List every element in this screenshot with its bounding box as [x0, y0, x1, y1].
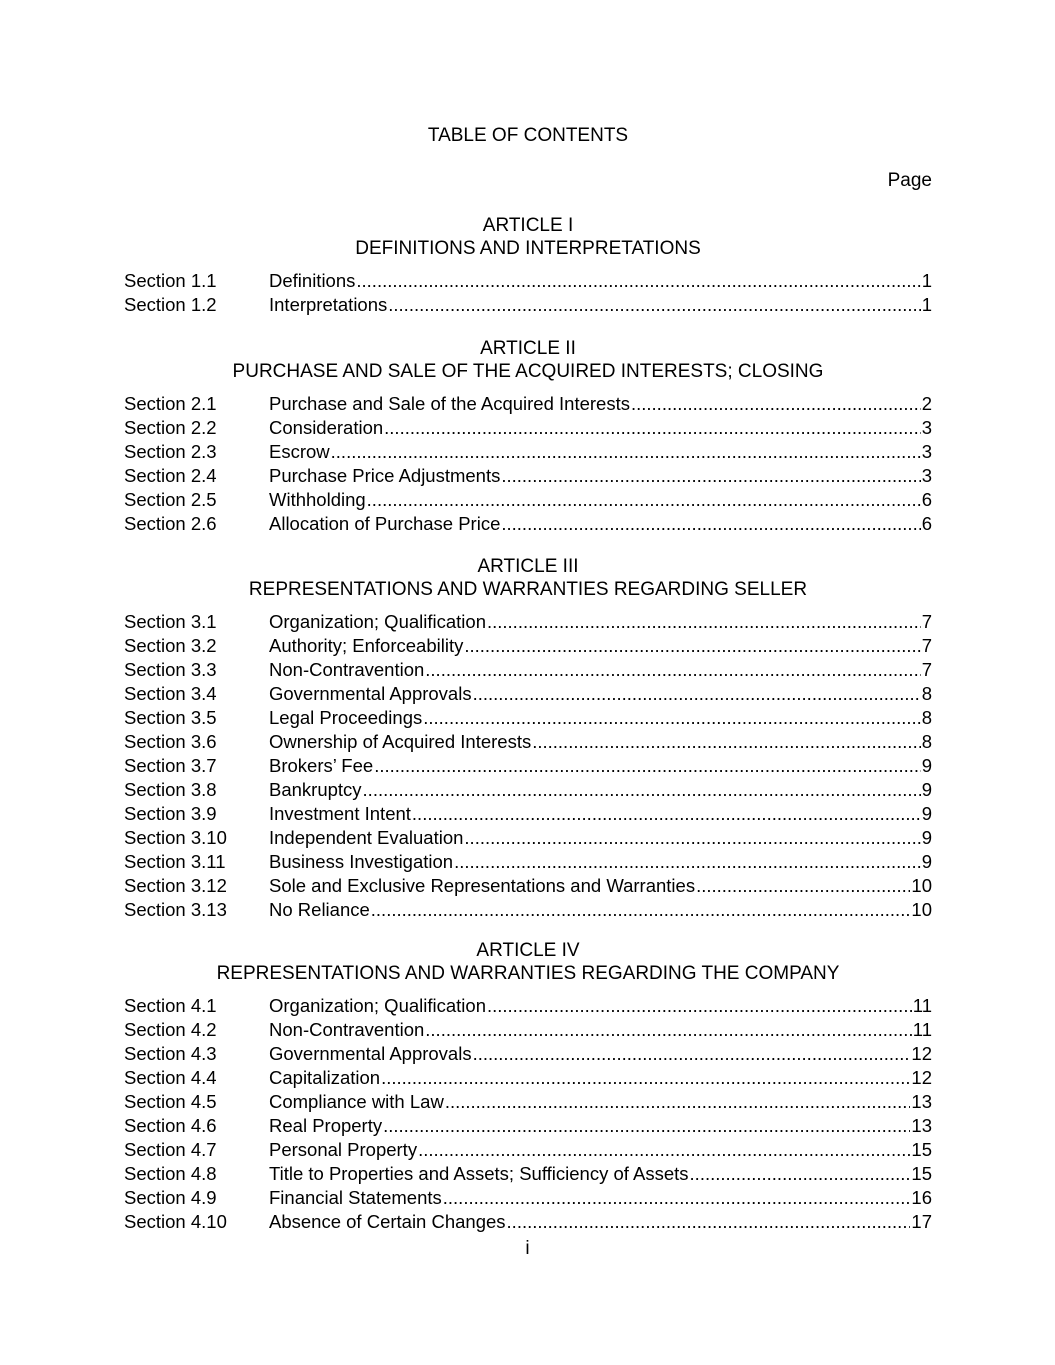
section-number: Section 4.8: [124, 1163, 217, 1184]
section-page-number: 3: [921, 417, 932, 438]
section-page-number: 9: [921, 803, 932, 824]
toc-entry[interactable]: [124, 512, 932, 536]
dot-leader: [464, 634, 920, 658]
dot-leader: [367, 488, 921, 512]
section-number: Section 3.1: [124, 611, 217, 632]
toc-entry[interactable]: [124, 826, 932, 850]
section-number: Section 3.8: [124, 779, 217, 800]
toc-entry[interactable]: [124, 778, 932, 802]
dot-leader: [473, 682, 921, 706]
toc-entry[interactable]: [124, 874, 932, 898]
section-title: Sole and Exclusive Representations and Warranties: [269, 875, 696, 896]
toc-entry[interactable]: [124, 293, 932, 317]
section-title: Non-Contravention: [269, 1019, 425, 1040]
toc-entry[interactable]: [124, 1138, 932, 1162]
section-page-number: 15: [911, 1163, 932, 1184]
dot-leader: [696, 874, 910, 898]
dot-leader: [425, 658, 920, 682]
section-page-number: 3: [921, 465, 932, 486]
section-number: Section 3.7: [124, 755, 217, 776]
article-number: ARTICLE II: [480, 338, 576, 359]
dot-leader: [445, 1090, 911, 1114]
dot-leader: [425, 1018, 912, 1042]
section-page-number: 9: [921, 755, 932, 776]
toc-entry[interactable]: [124, 416, 932, 440]
toc-entry[interactable]: [124, 464, 932, 488]
dot-leader: [381, 1066, 910, 1090]
section-title: Ownership of Acquired Interests: [269, 731, 532, 752]
article-number: ARTICLE III: [477, 556, 579, 577]
toc-entry[interactable]: [124, 682, 932, 706]
dot-leader: [374, 754, 921, 778]
section-number: Section 2.2: [124, 417, 217, 438]
toc-entry[interactable]: [124, 898, 932, 922]
section-number: Section 2.3: [124, 441, 217, 462]
section-title: Allocation of Purchase Price: [269, 513, 501, 534]
dot-leader: [423, 706, 920, 730]
article-block: [124, 214, 932, 317]
section-page-number: 7: [921, 659, 932, 680]
section-number: Section 4.3: [124, 1043, 217, 1064]
dot-leader: [487, 994, 912, 1018]
section-number: Section 3.9: [124, 803, 217, 824]
section-title: Authority; Enforceability: [269, 635, 464, 656]
section-title: Governmental Approvals: [269, 683, 472, 704]
dot-leader: [383, 1114, 910, 1138]
toc-entry[interactable]: [124, 634, 932, 658]
section-page-number: 1: [921, 294, 932, 315]
section-number: Section 3.12: [124, 875, 227, 896]
section-page-number: 8: [921, 707, 932, 728]
dot-leader: [418, 1138, 910, 1162]
section-page-number: 9: [921, 851, 932, 872]
dot-leader: [473, 1042, 911, 1066]
section-page-number: 7: [921, 635, 932, 656]
section-list: [124, 994, 932, 1234]
section-title: Interpretations: [269, 294, 388, 315]
dot-leader: [690, 1162, 911, 1186]
section-title: Investment Intent: [269, 803, 411, 824]
dot-leader: [412, 802, 921, 826]
section-page-number: 15: [911, 1139, 932, 1160]
toc-entry[interactable]: [124, 1066, 932, 1090]
toc-entry[interactable]: [124, 658, 932, 682]
section-page-number: 2: [921, 393, 932, 414]
section-number: Section 3.5: [124, 707, 217, 728]
section-page-number: 12: [911, 1067, 932, 1088]
section-title: Absence of Certain Changes: [269, 1211, 506, 1232]
article-title: REPRESENTATIONS AND WARRANTIES REGARDING SELLER: [248, 579, 808, 600]
dot-leader: [388, 293, 920, 317]
section-number: Section 3.6: [124, 731, 217, 752]
toc-entry[interactable]: [124, 1186, 932, 1210]
dot-leader: [507, 1210, 911, 1234]
section-page-number: 6: [921, 513, 932, 534]
section-number: Section 3.13: [124, 899, 227, 920]
section-page-number: 7: [921, 611, 932, 632]
section-number: Section 4.10: [124, 1211, 227, 1232]
section-page-number: 9: [921, 779, 932, 800]
dot-leader: [454, 850, 921, 874]
section-number: Section 2.4: [124, 465, 217, 486]
dot-leader: [371, 898, 911, 922]
dot-leader: [331, 440, 921, 464]
article-block: [124, 555, 932, 922]
article-number: ARTICLE IV: [476, 940, 580, 961]
toc-entry[interactable]: [124, 994, 932, 1018]
dot-leader: [501, 464, 920, 488]
section-number: Section 4.7: [124, 1139, 217, 1160]
toc-title: TABLE OF CONTENTS: [427, 125, 629, 146]
toc-entry[interactable]: [124, 1162, 932, 1186]
section-title: Consideration: [269, 417, 384, 438]
section-number: Section 3.10: [124, 827, 227, 848]
section-page-number: 3: [921, 441, 932, 462]
section-title: Purchase Price Adjustments: [269, 465, 501, 486]
section-page-number: 17: [911, 1211, 932, 1232]
section-number: Section 1.1: [124, 270, 217, 291]
toc-entry[interactable]: [124, 802, 932, 826]
section-title: Bankruptcy: [269, 779, 362, 800]
section-number: Section 4.5: [124, 1091, 217, 1112]
section-title: Escrow: [269, 441, 330, 462]
section-page-number: 11: [912, 995, 932, 1016]
section-page-number: 11: [912, 1019, 932, 1040]
page-column-label: Page: [887, 170, 932, 191]
dot-leader: [356, 269, 920, 293]
section-title: Governmental Approvals: [269, 1043, 472, 1064]
section-title: Organization; Qualification: [269, 611, 486, 632]
dot-leader: [631, 392, 921, 416]
section-page-number: 13: [911, 1115, 932, 1136]
section-list: [124, 392, 932, 536]
section-title: Purchase and Sale of the Acquired Interests: [269, 393, 630, 414]
article-title: PURCHASE AND SALE OF THE ACQUIRED INTERESTS; CLOSING: [232, 361, 824, 382]
toc-entry[interactable]: [124, 1090, 932, 1114]
toc-entry[interactable]: [124, 1114, 932, 1138]
section-number: Section 3.11: [124, 851, 226, 872]
toc-entry[interactable]: [124, 706, 932, 730]
section-title: No Reliance: [269, 899, 370, 920]
section-page-number: 10: [911, 899, 932, 920]
section-number: Section 2.5: [124, 489, 217, 510]
section-list: [124, 610, 932, 922]
section-title: Personal Property: [269, 1139, 418, 1160]
section-title: Compliance with Law: [269, 1091, 444, 1112]
toc-entry[interactable]: [124, 1018, 932, 1042]
dot-leader: [464, 826, 920, 850]
section-page-number: 10: [911, 875, 932, 896]
section-title: Independent Evaluation: [269, 827, 464, 848]
toc-entry[interactable]: [124, 1210, 932, 1234]
section-title: Business Investigation: [269, 851, 454, 872]
section-page-number: 6: [921, 489, 932, 510]
dot-leader: [487, 610, 921, 634]
section-number: Section 4.9: [124, 1187, 217, 1208]
section-number: Section 2.6: [124, 513, 217, 534]
footer-page-number: i: [525, 1238, 530, 1259]
section-number: Section 2.1: [124, 393, 217, 414]
section-number: Section 1.2: [124, 294, 217, 315]
toc-entry[interactable]: [124, 440, 932, 464]
section-number: Section 4.2: [124, 1019, 217, 1040]
toc-entry[interactable]: [124, 269, 932, 293]
section-title: Legal Proceedings: [269, 707, 423, 728]
dot-leader: [532, 730, 920, 754]
section-title: Brokers’ Fee: [269, 755, 374, 776]
article-title: DEFINITIONS AND INTERPRETATIONS: [355, 238, 701, 259]
section-number: Section 4.4: [124, 1067, 217, 1088]
section-title: Capitalization: [269, 1067, 381, 1088]
toc-entry[interactable]: [124, 392, 932, 416]
toc-entry[interactable]: [124, 1042, 932, 1066]
article-block: [124, 939, 932, 1234]
section-number: Section 4.6: [124, 1115, 217, 1136]
dot-leader: [363, 778, 921, 802]
toc-entry[interactable]: [124, 488, 932, 512]
section-page-number: 9: [921, 827, 932, 848]
article-number: ARTICLE I: [482, 215, 574, 236]
dot-leader: [501, 512, 920, 536]
section-page-number: 13: [911, 1091, 932, 1112]
section-page-number: 8: [921, 731, 932, 752]
section-number: Section 4.1: [124, 995, 217, 1016]
article-title: REPRESENTATIONS AND WARRANTIES REGARDING THE COMPANY: [216, 963, 840, 984]
section-page-number: 1: [921, 270, 932, 291]
section-page-number: 8: [921, 683, 932, 704]
toc-entry[interactable]: [124, 730, 932, 754]
section-page-number: 12: [911, 1043, 932, 1064]
section-title: Organization; Qualification: [269, 995, 486, 1016]
section-title: Non-Contravention: [269, 659, 425, 680]
section-number: Section 3.4: [124, 683, 217, 704]
section-title: Financial Statements: [269, 1187, 442, 1208]
section-title: Title to Properties and Assets; Sufficiency of Assets: [269, 1163, 689, 1184]
dot-leader: [384, 416, 921, 440]
section-number: Section 3.2: [124, 635, 217, 656]
section-list: [124, 269, 932, 317]
article-block: [124, 337, 932, 536]
section-number: Section 3.3: [124, 659, 217, 680]
toc-entry[interactable]: [124, 754, 932, 778]
toc-entry[interactable]: [124, 610, 932, 634]
section-page-number: 16: [911, 1187, 932, 1208]
section-title: Real Property: [269, 1115, 383, 1136]
dot-leader: [443, 1186, 911, 1210]
section-title: Definitions: [269, 270, 356, 291]
toc-entry[interactable]: [124, 850, 932, 874]
section-title: Withholding: [269, 489, 366, 510]
